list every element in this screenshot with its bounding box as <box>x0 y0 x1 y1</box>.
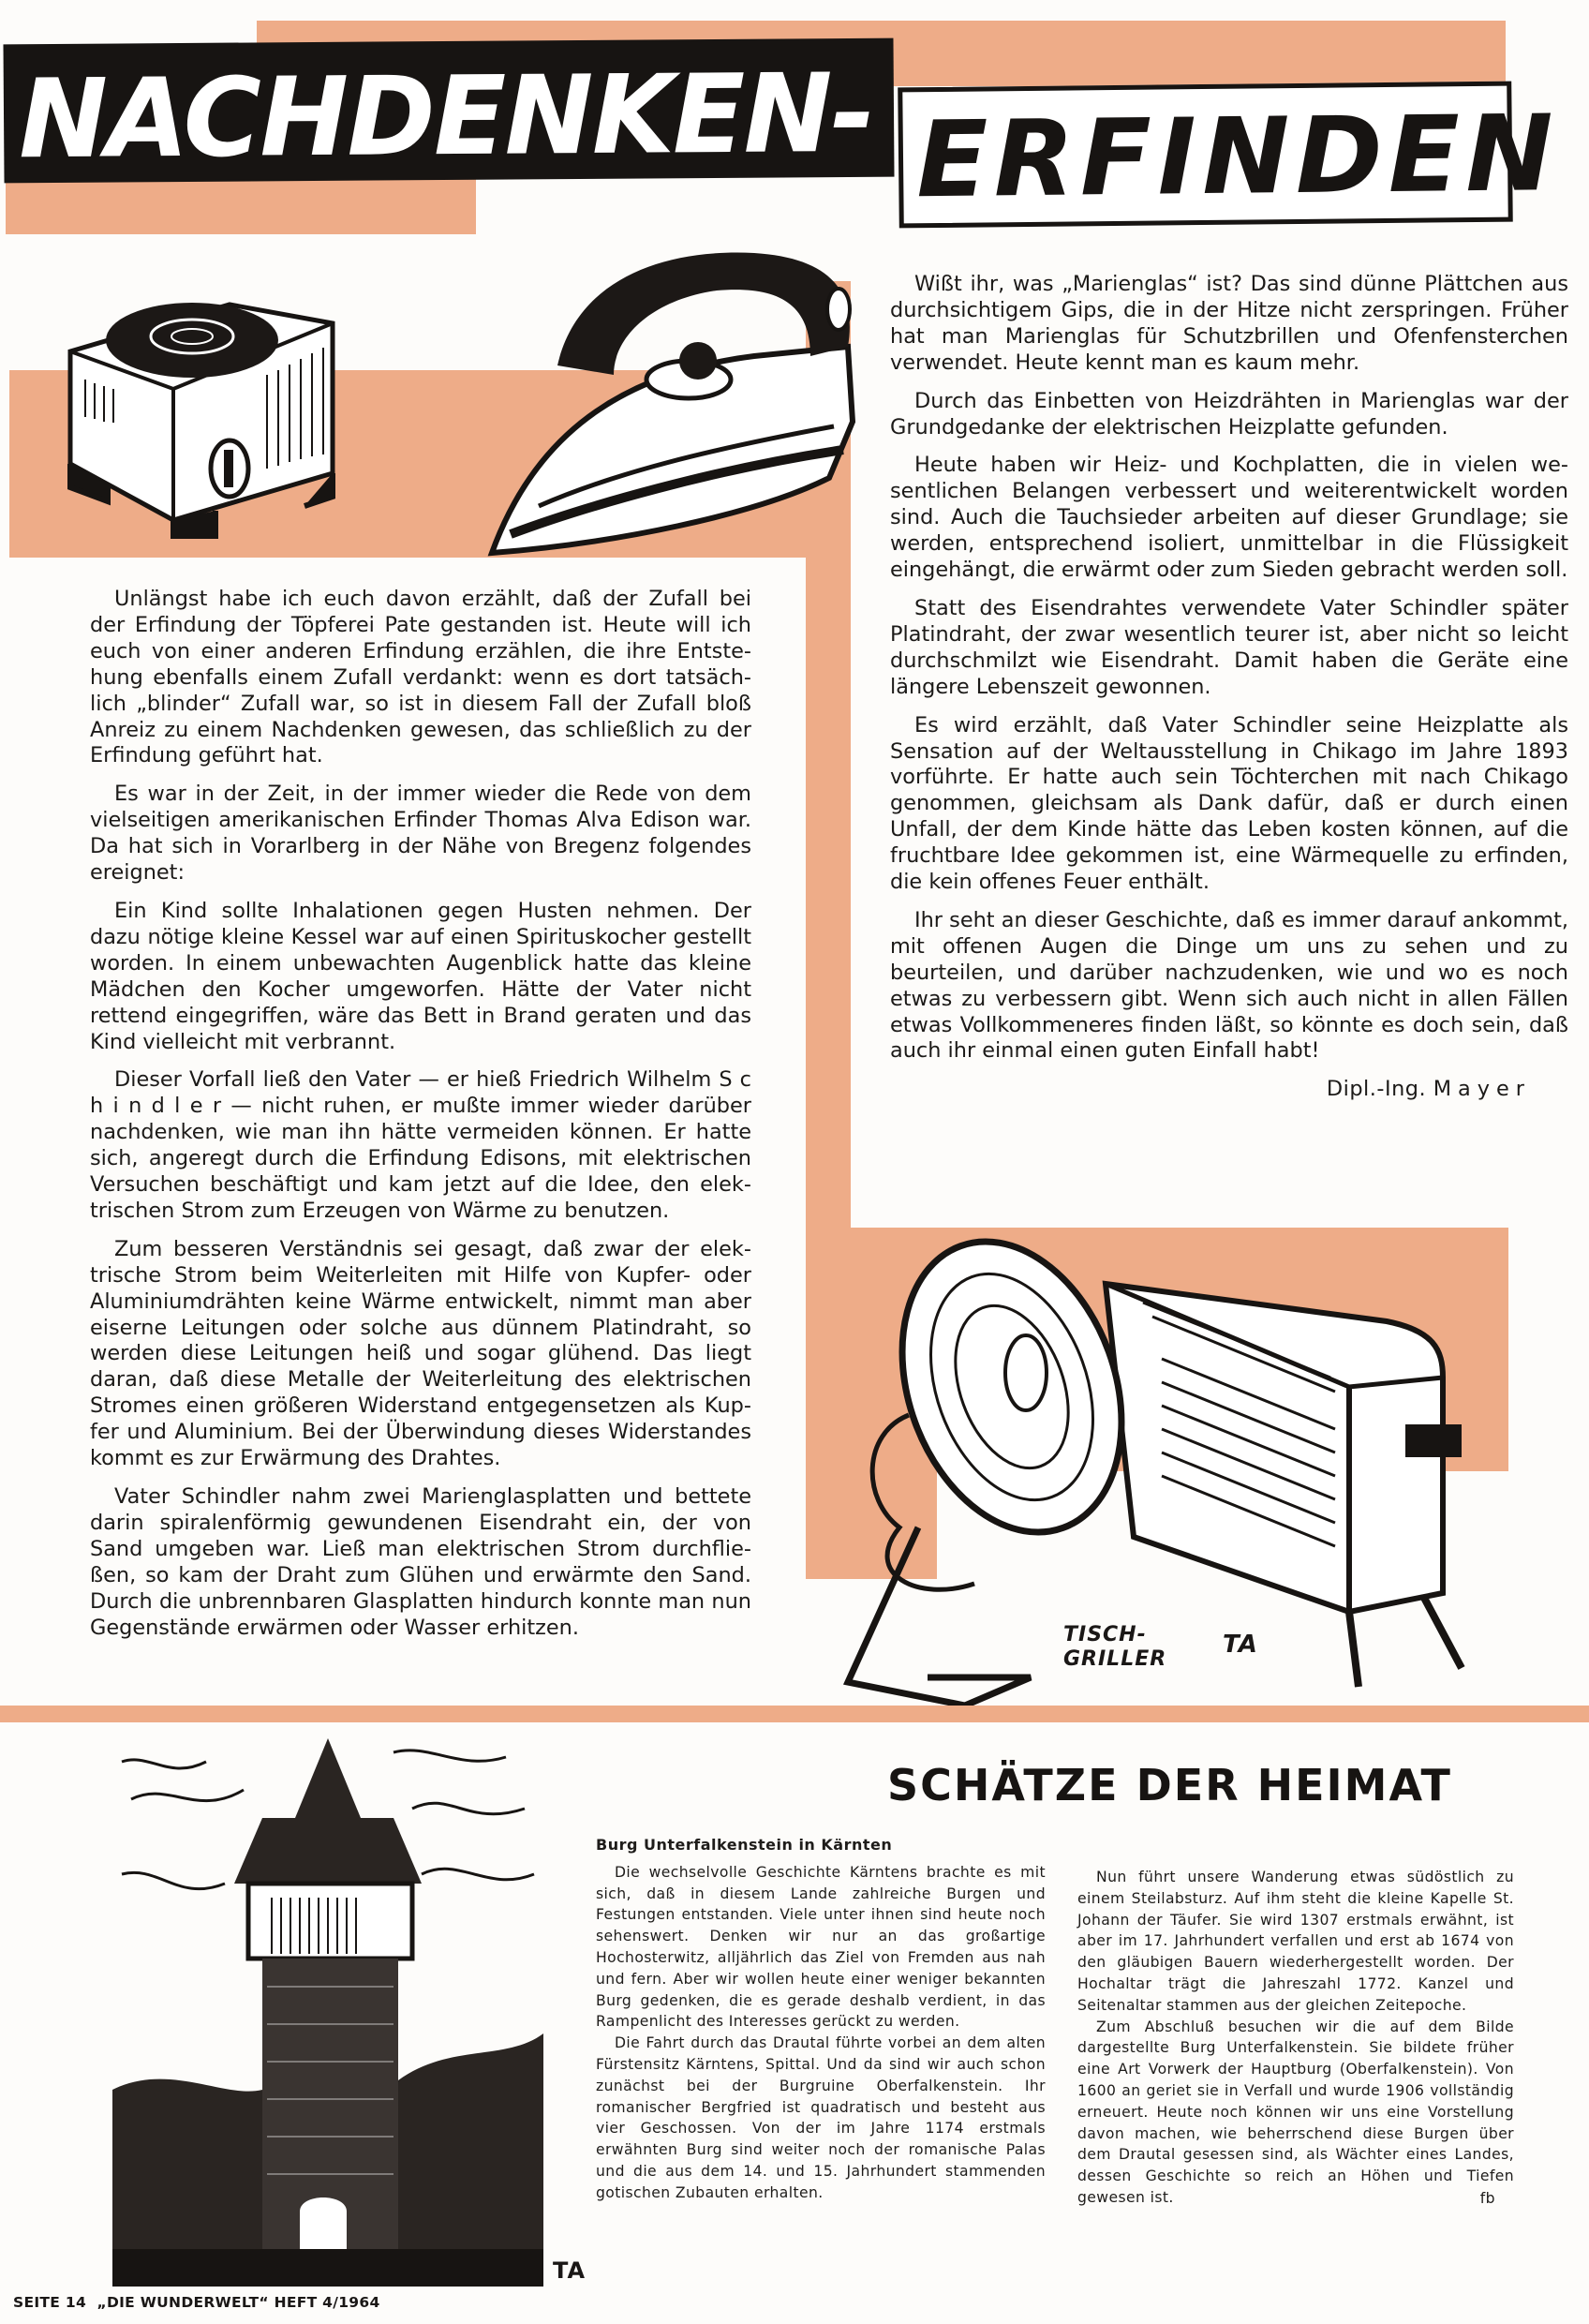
paragraph: Heute haben wir Heiz- und Kochplatten, die in vielen wesentlichen Belangen verbessert und weiterentwickelt worden sind. Auch die Tauchsieder arbeiten auf dieser Grundlage; sie werden, entsprechend isoliert, unmittelbar in die Flüssigkeit eingehängt, die erwärmt oder zum Sieden gebracht werden soll. <box>890 453 1568 583</box>
paragraph: Zum besseren Verständnis sei gesagt, daß zwar der elektrische Strom beim Weiterleiten mit Hilfe von Kupfer- oder Aluminiumdrähten keine Wärme entwickelt, nimmt man aber eiserne Leitungen oder solche aus dünnem Platindraht, so werden diese Leitungen heiß und sogar glühend. Das liegt daran, daß diese Metalle der Weiterleitung des elektrischen Stromes einen größeren Widerstand entgegensetzen als Kupfer und Aluminium. Bei der Überwindung dieses Widerstandes kommt es zur Erwärmung des Drahtes. <box>90 1236 751 1471</box>
iron-illustration <box>473 234 876 572</box>
paragraph: Ihr seht an dieser Geschichte, daß es immer darauf ankommt, mit offenen Augen die Dinge um uns zu sehen und zu beurteilen, und darüber nachzudenken, wie und wo es noch etwas zu verbessern gibt. Wenn sich auch nicht in allen Fällen etwas Vollkommeneres finden läßt, so könnte es doch sein, daß auch ihr einmal einen guten Einfall habt! <box>890 907 1568 1064</box>
griller-caption-line2: GRILLER <box>1063 1647 1167 1671</box>
griller-caption-line1: TISCH- <box>1063 1623 1147 1646</box>
paragraph: Zum Abschluß besuchen wir die auf dem Bilde dargestellte Burg Unterfalkenstein. Sie bildete früher eine Art Vorwerk der Hauptburg (Oberfalkenstein). Von 1600 an geriet sie in Verfall und wurde 1906 vollständig erneuert. Heute noch können wir uns eine Vorstellung davon machen, wie beherrschend diese Burgen über dem Drautal gesessen sind, als Wächter eines Landes, dessen Geschichte so reich an Höhen und Tiefen gewesen ist. <box>1077 2018 1514 2206</box>
title-box-erfinden <box>898 82 1560 229</box>
article-subtitle: Burg Unterfalkenstein in Kärnten <box>596 1836 893 1854</box>
paragraph: Die Fahrt durch das Drautal führte vorbei an dem alten Fürstensitz Kärntens, Spittal. Und da sind wir auch schon zunächst bei der Burgruine Oberfalkenstein. Ihr romanischer Bergfried ist quadratisch und besteht aus vier Geschossen. Von der im Jahre 1174 erstmals erwähnten Burg sind weiter noch der romanische Palas und die aus dem 14. und 15. Jahrhundert stammenden gotischen Zubauten erhalten. <box>596 2034 1046 2201</box>
griller-caption <box>1063 1623 1166 1672</box>
paragraph: Ein Kind sollte Inhalationen gegen Husten nehmen. Der dazu nötige kleine Kessel war auf einen Spirituskocher gestellt worden. In einem unbewachten Augenblick hatte das kleine Mädchen den Kocher umgeworfen. Hätte der Vater nicht rettend eingegriffen, wäre das Bett in Brand geraten und das Kind vielleicht mit verbrannt. <box>90 898 751 1054</box>
article-right-column <box>890 272 1568 1103</box>
section-title-schaetze-der-heimat: SCHÄTZE DER HEIMAT <box>887 1760 1452 1810</box>
title-box-nachdenken <box>3 38 894 184</box>
author-name: Mayer <box>1433 1077 1531 1102</box>
author-title: Dipl.-Ing. <box>1326 1077 1427 1102</box>
title-erfinden: ERFINDEN <box>915 93 1560 222</box>
article-left-column <box>90 587 751 1653</box>
paragraph: Nun führt unsere Wanderung etwas südöstlich zu einem Steilabsturz. Auf ihm steht die kleine Kapelle St. Johann der Täufer. Sie wird 1307 erstmals erwähnt, ist aber im 17. Jahrhundert verfallen und erst ab 1674 von den gläubigen Bauern wiederhergestellt worden. Der Hochaltar trägt die Jahreszahl 1772. Kanzel und Seitenaltar stammen aus der gleichen Zeitepoche. <box>1077 1869 1514 2014</box>
heimat-column-2 <box>1077 1867 1514 2210</box>
section-divider-strip <box>0 1706 1589 1722</box>
publication-name: „DIE WUNDERWELT“ <box>97 2294 269 2311</box>
artist-monogram: TA <box>1223 1631 1258 1659</box>
title-nachdenken: NACHDENKEN- <box>18 50 874 184</box>
table-griller-illustration <box>824 1218 1574 1706</box>
paragraph: Unlängst habe ich euch davon erzählt, daß der Zufall bei der Erfindung der Töpferei Pate gestanden ist. Heute will ich euch von einer anderen Erfindung erzählen, die ihre Entstehung ebenfalls einem Zufall verdankt: wenn es dort tatsächlich „blinder“ Zufall war, so ist in diesem Fall der Zufall bloß Anreiz zu einem Nachdenken gewesen, das schließlich zu der Erfindung geführt hat. <box>90 587 751 768</box>
author-initials: fb <box>1479 2189 1495 2207</box>
paragraph: Die wechselvolle Geschichte Kärntens brachte es mit sich, daß in diesem Lande zahlreiche Burgen und Festungen entstanden. Viele unter ihnen sind heute noch sehenswert. Denken wir nur an das großartige Hochosterwitz, alljährlich das Ziel von Fremden aus nah und fern. Aber wir wollen heute einer weniger bekannten Burg gedenken, die es gerade deshalb verdient, in das Rampenlicht des Interesses gerückt zu werden. <box>596 1863 1046 2031</box>
heimat-column-1 <box>596 1835 1046 2204</box>
author-signature <box>890 1077 1568 1103</box>
castle-artist-monogram: TA <box>553 2257 587 2284</box>
hotplate-illustration <box>52 267 483 539</box>
page-footer <box>13 2294 380 2311</box>
castle-illustration <box>112 1724 543 2287</box>
issue-number: HEFT 4/1964 <box>274 2294 380 2311</box>
paragraph: Es wird erzählt, daß Vater Schindler seine Heizplatte als Sensation auf der Weltausstellung in Chikago im Jahre 1893 vorführte. Er hatte auch sein Töchterchen mit nach Chikago genommen, gleichsam als Dank dafür, daß er durch einen Unfall, der dem Kinde hätte das Leben kosten können, auf die fruchtbare Idee gekommen ist, eine Wärmequelle zu erfinden, die kein offenes Feuer enthält. <box>890 712 1568 895</box>
paragraph: Statt des Eisendrahtes verwendete Vater Schindler später Platindraht, der zwar wesentlich teurer ist, aber nicht so leicht durchschmilzt wie Eisendraht. Damit haben die Geräte eine längere Lebenszeit gewonnen. <box>890 595 1568 699</box>
paragraph: Durch das Einbetten von Heizdrähten in Marienglas war der Grundgedanke der elektrischen Heizplatte gefunden. <box>890 388 1568 439</box>
paragraph: Wißt ihr, was „Marienglas“ ist? Das sind dünne Plättchen aus durchsichtigem Gips, die in der Hitze nicht zerspringen. Früher hat man Marienglas für Schutzbrillen und Ofenfensterchen verwendet. Heute kennt man es kaum mehr. <box>890 272 1568 375</box>
paragraph: Vater Schindler nahm zwei Marienglasplatten und bettete darin spiralenförmig gewundenen Eisendraht ein, der von Sand umgeben war. Ließ man elektrischen Strom durchfließen, so kam der Draht zum Glühen und erwärmte den Sand. Durch die unbrennbaren Glasplatten hindurch konnte man nun Gegenstände erwärmen oder Wasser erhitzen. <box>90 1484 751 1640</box>
page-number: SEITE 14 <box>13 2294 87 2311</box>
paragraph: Es war in der Zeit, in der immer wieder die Rede von dem vielseitigen amerikanischen Erfinder Thomas Alva Edison war. Da hat sich in Vorarlberg in der Nähe von Bregenz folgendes ereignet: <box>90 782 751 886</box>
paragraph: Dieser Vorfall ließ den Vater — er hieß Friedrich Wilhelm S c h i n d l e r — nicht ruhen, er mußte immer wieder darüber nachdenken, wie man ihn hätte vermeiden können. Er hatte sich, angeregt durch die Erfindung Edisons, mit elektrischen Versuchen beschäftigt und kam jetzt auf die Idee, den elektrischen Strom zum Erzeugen von Wärme zu benutzen. <box>90 1067 751 1223</box>
